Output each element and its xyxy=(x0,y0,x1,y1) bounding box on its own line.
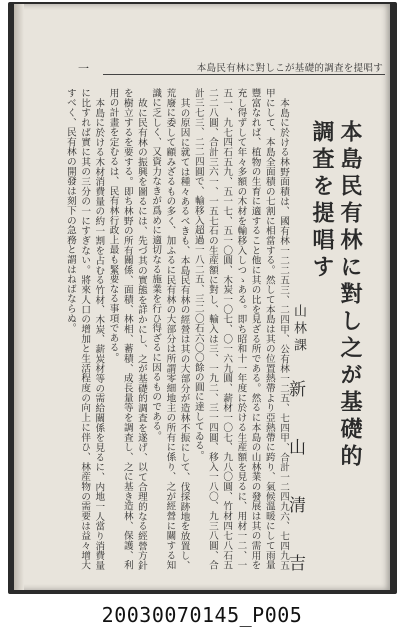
body-paragraph: 故に民有林の振興を圖るには、先づ其の實態を詳かにし、之が基礎的調査を遂げ、以て合理的なる經營方針を樹立するを要する。即ち林野の所有關係、面積、林相、蓄積、成長量等を調査し、之に基き造林、保護、利用の計畫を定むるは、民有林行政上最も緊要なる事項である。 xyxy=(107,88,147,570)
page-number: 一 xyxy=(78,62,89,75)
author-department: 山林課 xyxy=(291,304,306,355)
image-id-caption: 20030070145_P005 xyxy=(101,603,303,627)
page-binding-shadow xyxy=(14,4,24,590)
running-head: 本島民有林に對しこが基礎的調査を提唱す xyxy=(196,63,383,72)
body-paragraph: 其の原因に就ては種々あるべきも、本島民有林の經營は其の大部分が造林不振にして、伐採跡地を放置し、荒廢に委して顧みざるもの多く、加ふるに民有林の大部分は所謂零細地主の所有に係り、之が經營に關する知識に乏しく、又資力なきが爲めに適切なる施業を行ひ得ざるに因るものである。 xyxy=(150,88,190,570)
author-name: 新 山 清 吉 xyxy=(285,380,305,583)
header-rule xyxy=(103,74,385,75)
body-paragraph: 本島に於ける林野面積は、國有林一二二五三、二四甲、公有林一二五、七四甲、合計一二四九六、七四九五甲にして、本島全面積の七割に相當する。然して本島は其の位置熱帶より亞熱帶に跨り、氣候溫暖にして雨量豐富なれば、植物の生育に適すること他に其の比を見ざる所である。然るに本島の山林業の發展は其の需用を充し得ずして年々多額の木材を輸移入しつゝある。即ち昭和十一年度に於ける生産額を見るに、用材一二、一五一、九七四石五九、五一七、五一〇圓、木炭一〇七、〇一六九圓、薪材一〇七、九八〇圓、竹材四七八石五二二八圓、合計三六一、一五七石の生産額に對し、輸入は三、一九二、三一四圓、移入一八〇、九三八圓、合計三七三、二二四圓で、輸移入超過一八二五、三二〇石六〇〇餘の圓に達してゐる。 xyxy=(192,88,289,570)
body-paragraph: 本島に於ける木材消費量の約一割を占むる竹材、木炭、薪炭材等の需給關係を見るに、内地一人當り消費量に比すれば實に其の三分の一にすぎない。將來人口の增加と生活程度の向上に伴ひ、林産物の需要は益々增大すべく、民有林の開發は刻下の急務と謂はねばならぬ。 xyxy=(64,88,105,570)
article-body xyxy=(54,88,290,570)
article-title: 本島民有林に對し之が基礎的調査を提唱す xyxy=(309,120,363,471)
